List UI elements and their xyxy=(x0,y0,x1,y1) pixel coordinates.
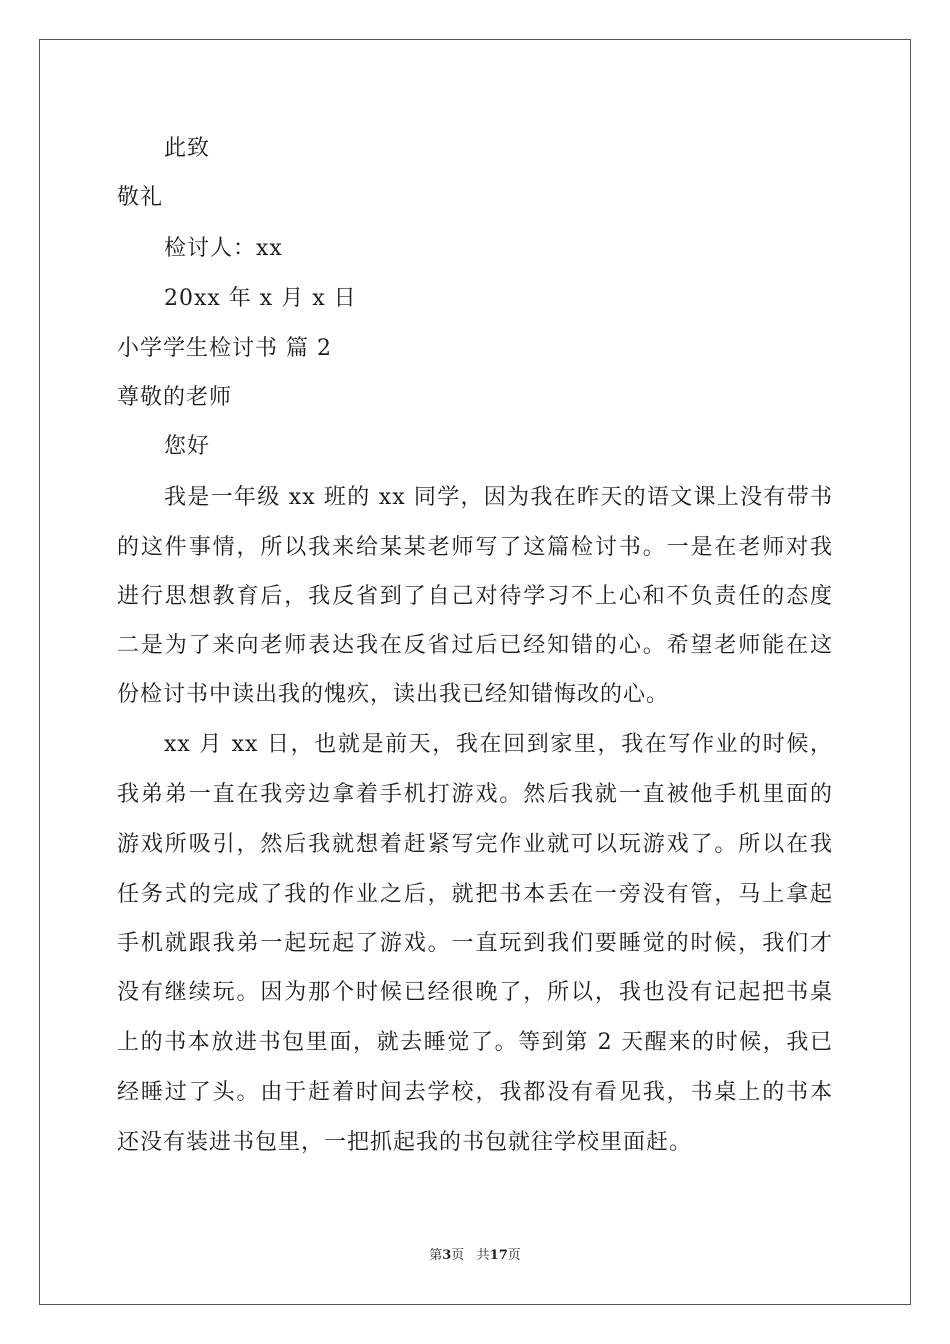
footer-total-suffix: 页 xyxy=(507,1248,521,1263)
section-title: 小学学生检讨书 篇 2 xyxy=(117,336,332,361)
page-footer xyxy=(0,1248,950,1264)
paragraph-2-line: xx 月 xx 日，也就是前天，我在回到家里，我在写作业的时候， xyxy=(164,732,833,757)
footer-total-prefix: 共 xyxy=(476,1248,490,1263)
paragraph-2-line: 手机就跟我弟一起玩起了游戏。一直玩到我们要睡觉的时候，我们才 xyxy=(117,931,833,956)
addressee-text: 尊敬的老师 xyxy=(117,385,233,410)
paragraph-2-line: 经睡过了头。由于赶着时间去学校，我都没有看见我，书桌上的书本 xyxy=(117,1080,833,1105)
footer-page-prefix: 第 xyxy=(429,1248,443,1263)
page-border xyxy=(39,39,911,1305)
paragraph-2-line: 任务式的完成了我的作业之后，就把书本丢在一旁没有管，马上拿起 xyxy=(117,882,833,907)
paragraph-2-line: 还没有装进书包里，一把抓起我的书包就往学校里面赶。 xyxy=(117,1130,693,1155)
paragraph-1-line: 我是一年级 xx 班的 xx 同学，因为我在昨天的语文课上没有带书 xyxy=(164,485,833,510)
paragraph-1-line: 二是为了来向老师表达我在反省过后已经知错的心。希望老师能在这 xyxy=(117,633,833,658)
paragraph-2-line: 我弟弟一直在我旁边拿着手机打游戏。然后我就一直被他手机里面的 xyxy=(117,782,833,807)
paragraph-1-line: 份检讨书中读出我的愧疚，读出我已经知错悔改的心。 xyxy=(117,682,670,707)
paragraph-2-line: 没有继续玩。因为那个时候已经很晚了，所以，我也没有记起把书桌 xyxy=(117,980,833,1005)
paragraph-2-line: 上的书本放进书包里面，就去睡觉了。等到第 2 天醒来的时候，我已 xyxy=(117,1030,833,1055)
footer-page-number: 3 xyxy=(442,1248,452,1263)
footer-total-pages: 17 xyxy=(489,1248,508,1263)
date-text: 20xx 年 x 月 x 日 xyxy=(164,286,357,311)
paragraph-1-line: 进行思想教育后，我反省到了自己对待学习不上心和不负责任的态度 xyxy=(117,584,833,609)
signer-text: 检讨人：xx xyxy=(164,236,283,261)
footer-page-suffix: 页 xyxy=(451,1248,465,1263)
salute-text: 敬礼 xyxy=(117,185,164,210)
greeting-text: 您好 xyxy=(164,434,211,459)
paragraph-1-line: 的这件事情，所以我来给某某老师写了这篇检讨书。一是在老师对我 xyxy=(117,535,833,560)
paragraph-2-line: 游戏所吸引，然后我就想着赶紧写完作业就可以玩游戏了。所以在我 xyxy=(117,832,833,857)
closing-text: 此致 xyxy=(164,136,211,161)
